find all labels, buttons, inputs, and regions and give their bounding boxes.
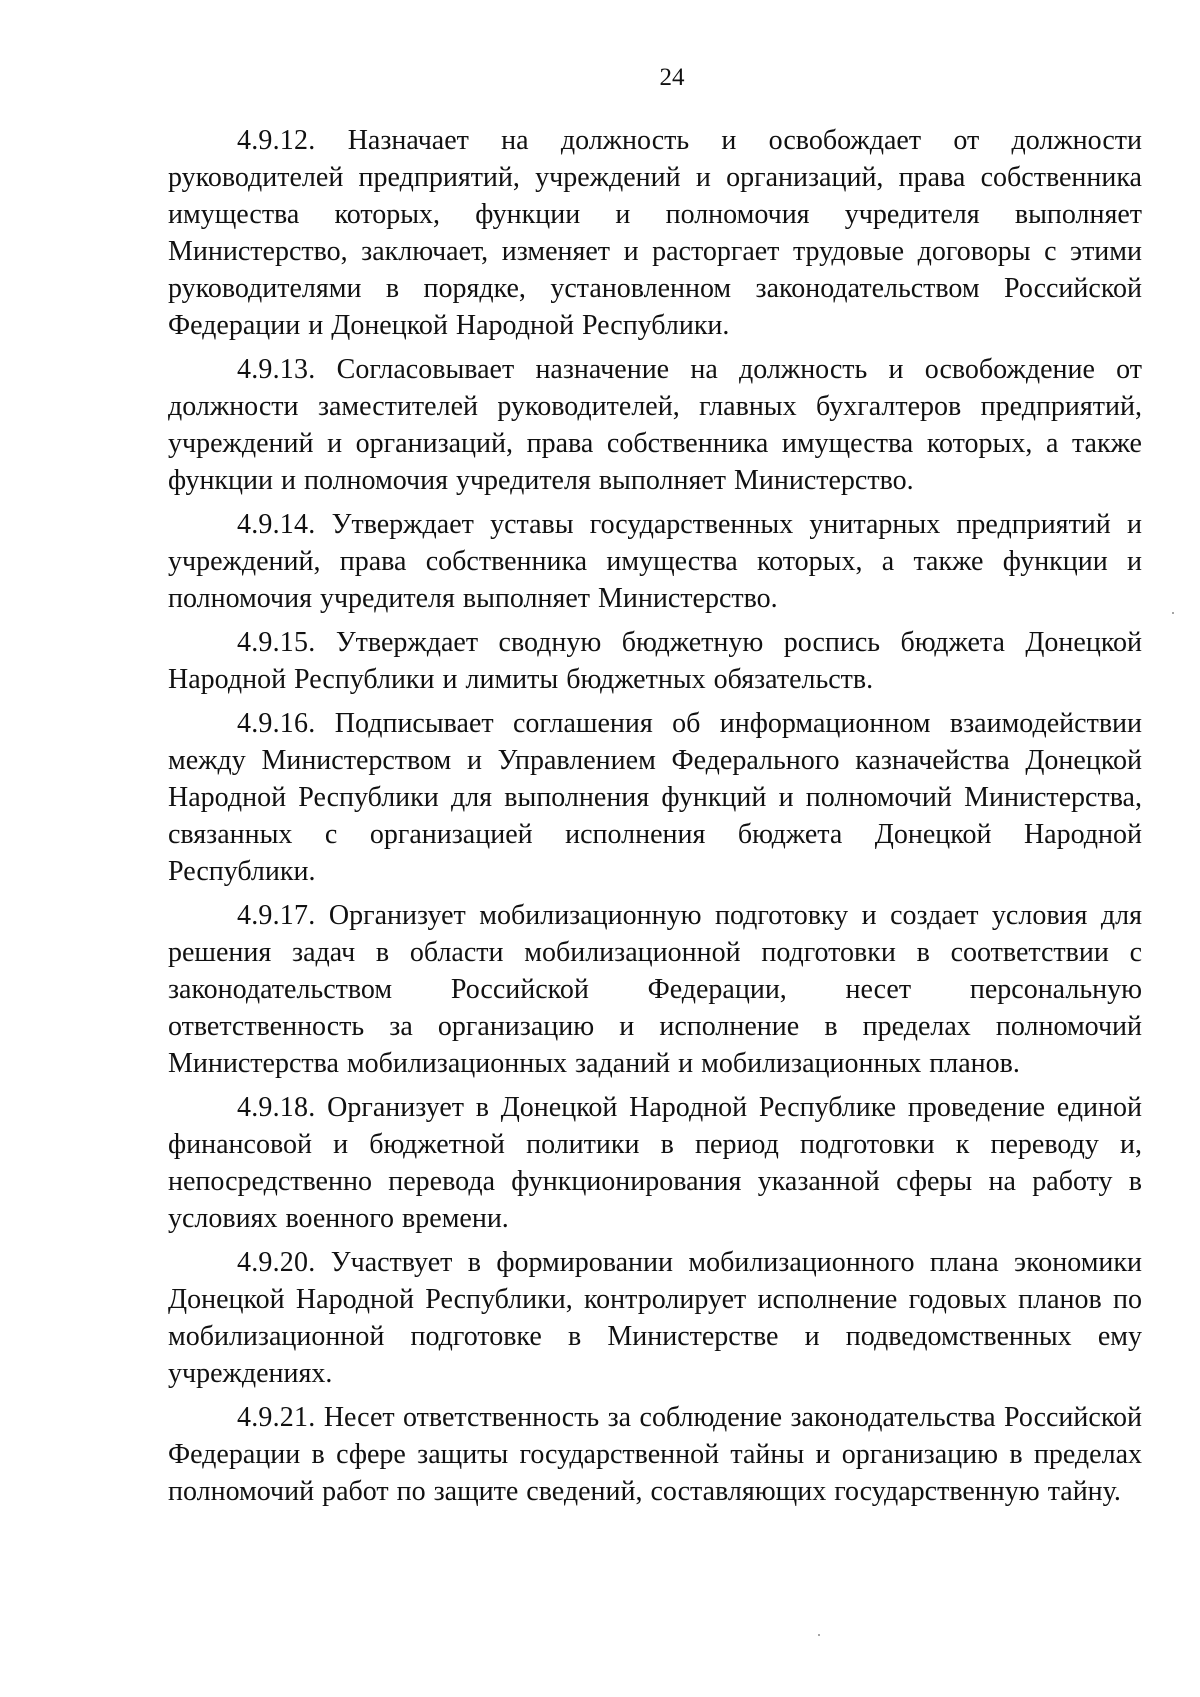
clause-4-9-14: [168, 506, 1142, 617]
clause-number: 4.9.12.: [237, 125, 316, 156]
clause-text: Организует мобилизационную подготовку и создает условия для решения задач в области мобилизационной подготовки в соответствии с законодательством Российской Федерации, несет персональную ответственность за организацию и исполнение в пределах полномочий Министерства мобилизационных заданий и мобилизационных планов.: [168, 900, 1142, 1079]
clause-4-9-17: [168, 897, 1142, 1082]
clause-number: 4.9.17.: [237, 900, 316, 931]
clause-4-9-15: [168, 624, 1142, 698]
clause-4-9-13: [168, 351, 1142, 499]
clause-text: Организует в Донецкой Народной Республике проведение единой финансовой и бюджетной политики в период подготовки к переводу и, непосредственно перевода функционирования указанной сферы на работу в условиях военного времени.: [168, 1092, 1142, 1234]
clause-number: 4.9.18.: [237, 1092, 316, 1123]
clause-text: Согласовывает назначение на должность и освобождение от должности заместителей руководителей, главных бухгалтеров предприятий, учреждений и организаций, права собственника имущества которых, а также функции и полномочия учредителя выполняет Министерство.: [168, 354, 1143, 496]
clause-text: Участвует в формировании мобилизационного плана экономики Донецкой Народной Республики, контролирует исполнение годовых планов по мобилизационной подготовке в Министерстве и подведомственных ему учреждениях.: [168, 1247, 1142, 1389]
clause-4-9-16: [168, 705, 1142, 890]
clause-number: 4.9.13.: [237, 354, 316, 385]
clause-text: Подписывает соглашения об информационном взаимодействии между Министерством и Управлением Федерального казначейства Донецкой Народной Республики для выполнения функций и полномочий Министерства, связанных с организацией исполнения бюджета Донецкой Народной Республики.: [168, 708, 1143, 887]
clause-text: Назначает на должность и освобождает от должности руководителей предприятий, учреждений и организаций, права собственника имущества которых, функции и полномочия учредителя выполняет Министерство, заключает, изменяет и расторгает трудовые договоры с этими руководителями в порядке, установленном законодательством Российской Федерации и Донецкой Народной Республики.: [168, 125, 1142, 341]
clause-4-9-21: [168, 1399, 1142, 1510]
clause-number: 4.9.16.: [237, 708, 316, 739]
page-number: 24: [659, 64, 685, 91]
clause-text: Утверждает уставы государственных унитарных предприятий и учреждений, права собственника имущества которых, а также функции и полномочия учредителя выполняет Министерство.: [168, 509, 1142, 614]
clause-number: 4.9.14.: [237, 509, 316, 540]
clause-number: 4.9.20.: [237, 1247, 316, 1278]
document-body: [168, 122, 1142, 1517]
clause-4-9-12: [168, 122, 1142, 344]
scan-speck: [1172, 612, 1174, 614]
clause-number: 4.9.15.: [237, 627, 316, 658]
scan-speck: [818, 1634, 820, 1636]
clause-number: 4.9.21.: [237, 1402, 316, 1433]
clause-4-9-20: [168, 1244, 1142, 1392]
clause-text: Несет ответственность за соблюдение законодательства Российской Федерации в сфере защиты государственной тайны и организацию в пределах полномочий работ по защите сведений, составляющих государственную тайну.: [168, 1402, 1142, 1507]
clause-text: Утверждает сводную бюджетную роспись бюджета Донецкой Народной Республики и лимиты бюджетных обязательств.: [168, 627, 1142, 695]
clause-4-9-18: [168, 1089, 1142, 1237]
